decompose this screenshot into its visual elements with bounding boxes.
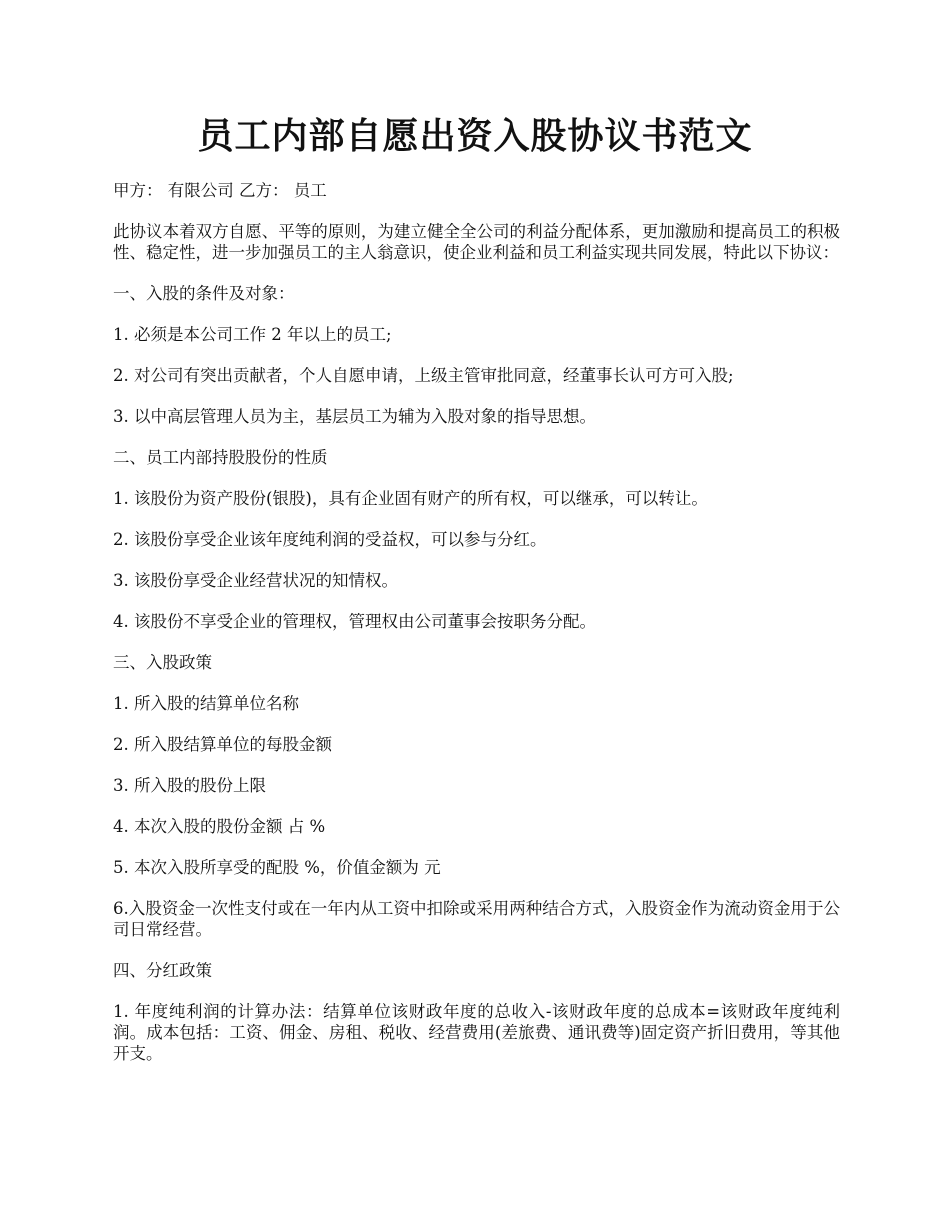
list-item: 2. 对公司有突出贡献者，个人自愿申请，上级主管审批同意，经董事长认可方可入股; (113, 366, 734, 385)
list-item: 3. 所入股的股份上限 (113, 776, 266, 795)
list-item: 3. 该股份享受企业经营状况的知情权。 (113, 571, 398, 590)
document-title: 员工内部自愿出资入股协议书范文 (197, 115, 753, 157)
section-heading-4: 四、分红政策 (113, 961, 212, 980)
list-item: 2. 该股份享受企业该年度纯利润的受益权，可以参与分红。 (113, 530, 547, 549)
parties-line: 甲方： 有限公司 乙方： 员工 (113, 181, 327, 200)
list-item: 4. 本次入股的股份金额 占 % (113, 817, 326, 836)
document-body (113, 180, 840, 1084)
list-item: 2. 所入股结算单位的每股金额 (113, 735, 332, 754)
list-item: 1. 必须是本公司工作 2 年以上的员工; (113, 325, 392, 344)
section-heading-3: 三、入股政策 (113, 653, 212, 672)
list-item: 3. 以中高层管理人员为主，基层员工为辅为入股对象的指导思想。 (113, 407, 596, 426)
list-item: 1. 年度纯利润的计算办法：结算单位该财政年度的总收入-该财政年度的总成本=该财政年度纯利润。成本包括：工资、佣金、房租、税收、经营费用(差旅费、通讯费等)固定资产折旧费用，等其他开支。 (113, 1002, 840, 1063)
list-item: 5. 本次入股所享受的配股 %，价值金额为 元 (113, 858, 441, 877)
list-item: 4. 该股份不享受企业的管理权，管理权由公司董事会按职务分配。 (113, 612, 596, 631)
list-item: 6.入股资金一次性支付或在一年内从工资中扣除或采用两种结合方式，入股资金作为流动资金用于公司日常经营。 (113, 899, 840, 939)
list-item: 1. 所入股的结算单位名称 (113, 694, 299, 713)
preamble-paragraph: 此协议本着双方自愿、平等的原则，为建立健全全公司的利益分配体系，更加激励和提高员工的积极性、稳定性，进一步加强员工的主人翁意识，使企业利益和员工利益实现共同发展，特此以下协议： (113, 222, 840, 262)
section-heading-1: 一、入股的条件及对象： (113, 284, 295, 303)
list-item: 1. 该股份为资产股份(银股)，具有企业固有财产的所有权，可以继承，可以转让。 (113, 489, 708, 508)
section-heading-2: 二、员工内部持股股份的性质 (113, 448, 328, 467)
